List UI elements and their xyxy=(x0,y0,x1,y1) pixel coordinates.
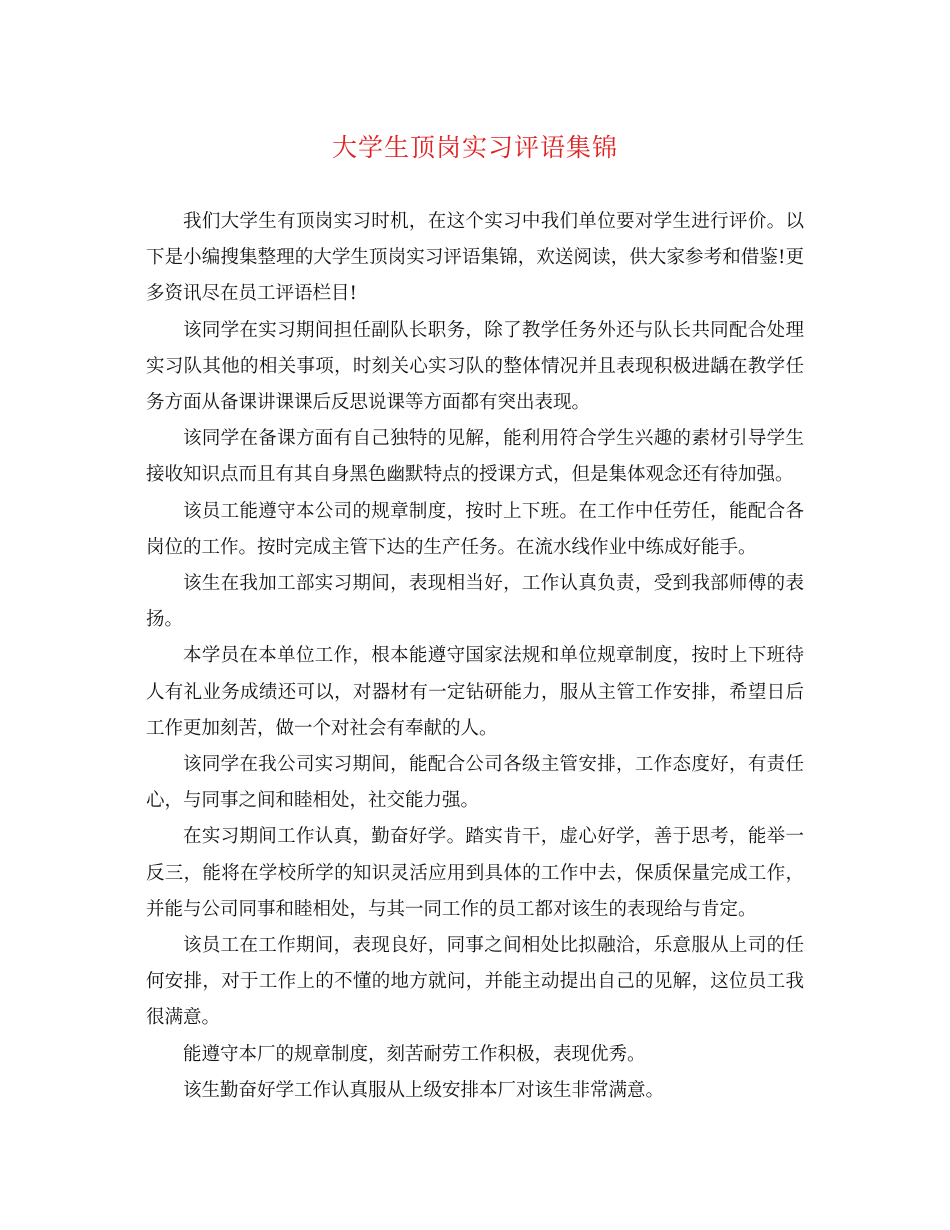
paragraph-comment-5: 本学员在本单位工作，根本能遵守国家法规和单位规章制度，按时上下班待人有礼业务成绩还可以，对器材有一定钻研能力，服从主管工作安排，希望日后工作更加刻苦，做一个对社会有奉献的人。 xyxy=(146,645,804,739)
paragraph-comment-7: 在实习期间工作认真，勤奋好学。踏实肯干，虚心好学，善于思考，能举一反三，能将在学校所学的知识灵活应用到具体的工作中去，保质保量完成工作，并能与公司同事和睦相处，与其一同工作的员工都对该生的表现给与肯定。 xyxy=(146,826,804,920)
paragraph-comment-3: 该员工能遵守本公司的规章制度，按时上下班。在工作中任劳任，能配合各岗位的工作。按时完成主管下达的生产任务。在流水线作业中练成好能手。 xyxy=(146,500,804,558)
paragraph-intro: 我们大学生有顶岗实习时机，在这个实习中我们单位要对学生进行评价。以下是小编搜集整理的大学生顶岗实习评语集锦，欢送阅读，供大家参考和借鉴!更多资讯尽在员工评语栏目! xyxy=(146,211,804,305)
paragraph-comment-6: 该同学在我公司实习期间，能配合公司各级主管安排，工作态度好，有责任心，与同事之间和睦相处，社交能力强。 xyxy=(146,754,804,812)
paragraph-comment-1: 该同学在实习期间担任副队长职务，除了教学任务外还与队长共同配合处理实习队其他的相关事项，时刻关心实习队的整体情况并且表现积极进龋在教学任务方面从备课讲课课后反思说课等方面都有突出表现。 xyxy=(146,319,804,414)
paragraph-comment-2: 该同学在备课方面有自己独特的见解，能利用符合学生兴趣的素材引导学生接收知识点而且有其自身黑色幽默特点的授课方式，但是集体观念还有待加强。 xyxy=(146,428,804,486)
document-title: 大学生顶岗实习评语集锦 xyxy=(331,133,618,162)
paragraph-comment-8: 该员工在工作期间，表现良好，同事之间相处比拟融洽，乐意服从上司的任何安排，对于工作上的不懂的地方就问，并能主动提出自己的见解，这位员工我很满意。 xyxy=(146,935,804,1029)
paragraph-comment-4: 该生在我加工部实习期间，表现相当好，工作认真负责，受到我部师傅的表扬。 xyxy=(146,573,804,631)
paragraph-comment-10: 该生勤奋好学工作认真服从上级安排本厂对该生非常满意。 xyxy=(183,1079,665,1101)
document-body xyxy=(146,204,804,1109)
paragraph-comment-9: 能遵守本厂的规章制度，刻苦耐劳工作积极，表现优秀。 xyxy=(183,1043,646,1065)
